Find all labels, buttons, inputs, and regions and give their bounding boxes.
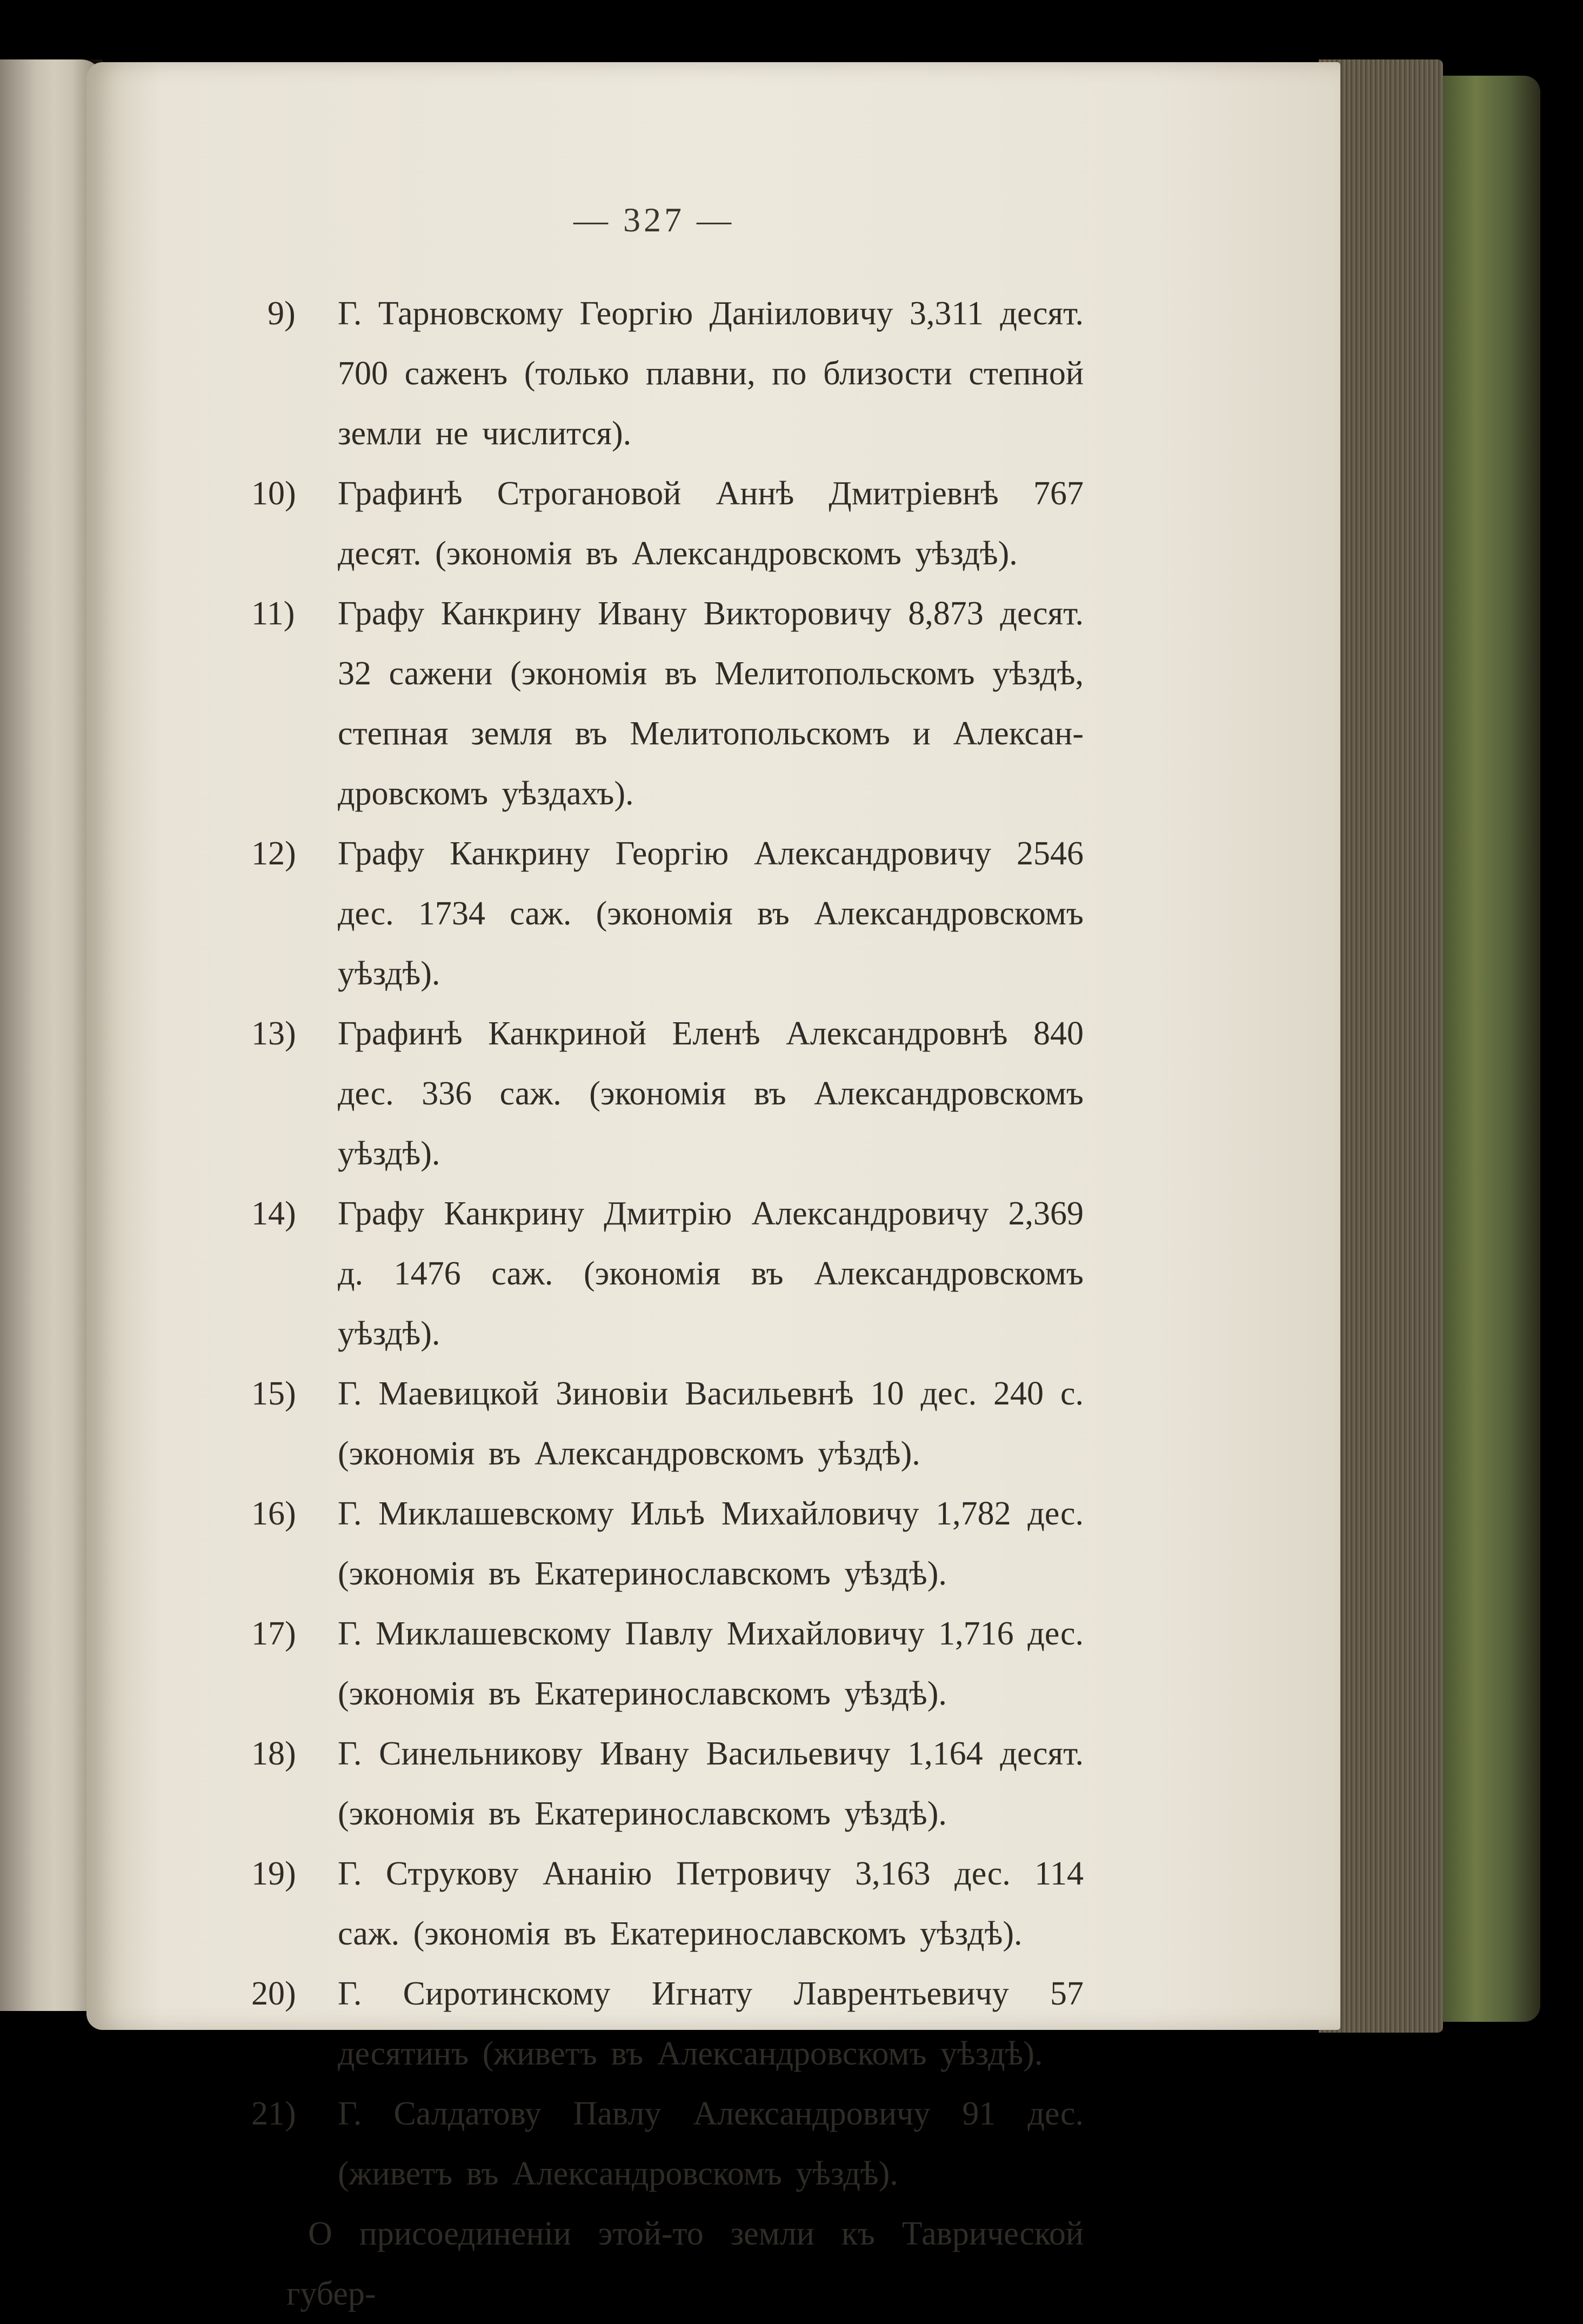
item-text: Графинѣ Канкриной Еленѣ Александровнѣ 840 дес. 336 саж. (экономія въ Александровскомъ уѣздѣ). [338, 1015, 1084, 1172]
item-number: 15) [251, 1375, 296, 1412]
list-item [251, 1964, 1084, 2084]
item-text: Графу Канкрину Георгію Александровичу 2546 дес. 1734 саж. (экономія въ Александровскомъ уѣздѣ). [338, 835, 1084, 992]
item-number: 12) [251, 835, 296, 872]
item-text: Г. Тарновскому Георгію Даніиловичу 3,311 десят. 700 саженъ (только плавни, по близости степной земли не числится). [338, 295, 1084, 452]
item-text: Г. Миклашевскому Ильѣ Михайловичу 1,782 дес. (экономія въ Екатеринославскомъ уѣздѣ). [338, 1495, 1084, 1592]
item-number: 20) [251, 1975, 296, 2012]
item-text: Г. Миклашевскому Павлу Михайловичу 1,716 дес. (экономія въ Екатеринославскомъ уѣздѣ). [338, 1615, 1084, 1712]
list-item [251, 584, 1084, 824]
item-number: 17) [251, 1615, 296, 1652]
list-item [251, 1724, 1084, 1844]
list-item [251, 1184, 1084, 1364]
item-number: 9) [268, 295, 296, 332]
item-number: 14) [251, 1195, 296, 1232]
list-item [251, 1604, 1084, 1724]
page-number: — 327 — [573, 201, 734, 239]
item-text: Графинѣ Строгановой Аннѣ Дмитріевнѣ 767 десят. (экономія въ Александровскомъ уѣздѣ). [338, 475, 1084, 572]
list-item [251, 1844, 1084, 1964]
list-item [251, 824, 1084, 1004]
item-text: Графу Канкрину Дмитрію Александровичу 2,369 д. 1476 саж. (экономія въ Александровскомъ уѣздѣ). [338, 1195, 1084, 1352]
item-text: Г. Сиротинскому Игнату Лаврентьевичу 57 десятинъ (живетъ въ Александровскомъ уѣздѣ). [338, 1975, 1084, 2072]
item-number: 18) [251, 1735, 296, 1772]
item-number: 19) [251, 1855, 296, 1892]
list-item [268, 284, 1084, 464]
book-cover-edge [1432, 76, 1540, 2022]
item-text: Г. Маевицкой Зиновіи Васильевнѣ 10 дес. 240 с. (экономія въ Александровскомъ уѣздѣ). [338, 1375, 1084, 1472]
item-number: 13) [251, 1015, 296, 1052]
item-text: Г. Салдатову Павлу Александровичу 91 дес. (живетъ въ Александровскомъ уѣздѣ). [338, 2095, 1084, 2192]
closing-line: О присоединеніи этой-то земли къ Таврической губер- [286, 2215, 1084, 2312]
list-item [251, 464, 1084, 584]
list-item [251, 1484, 1084, 1604]
item-number: 11) [251, 595, 295, 632]
item-number: 16) [251, 1495, 296, 1532]
item-number: 10) [251, 475, 296, 512]
list-item [251, 1364, 1084, 1484]
item-text: Графу Канкрину Ивану Викторовичу 8,873 десят. 32 сажени (экономія въ Мелитопольскомъ уѣздѣ, степная земля въ Мелитопольскомъ и Алексан- дровскомъ уѣздахъ). [338, 595, 1084, 812]
list-item [251, 2084, 1084, 2204]
item-text: Г. Струкову Ананію Петровичу 3,163 дес. 114 саж. (экономія въ Екатеринославскомъ уѣздѣ). [338, 1855, 1084, 1952]
item-number: 21) [251, 2095, 296, 2132]
page-text [251, 284, 1084, 2324]
list-item [251, 1004, 1084, 1184]
item-text: Г. Синельникову Ивану Васильевичу 1,164 десят. (экономія въ Екатеринославскомъ уѣздѣ). [338, 1735, 1084, 1832]
